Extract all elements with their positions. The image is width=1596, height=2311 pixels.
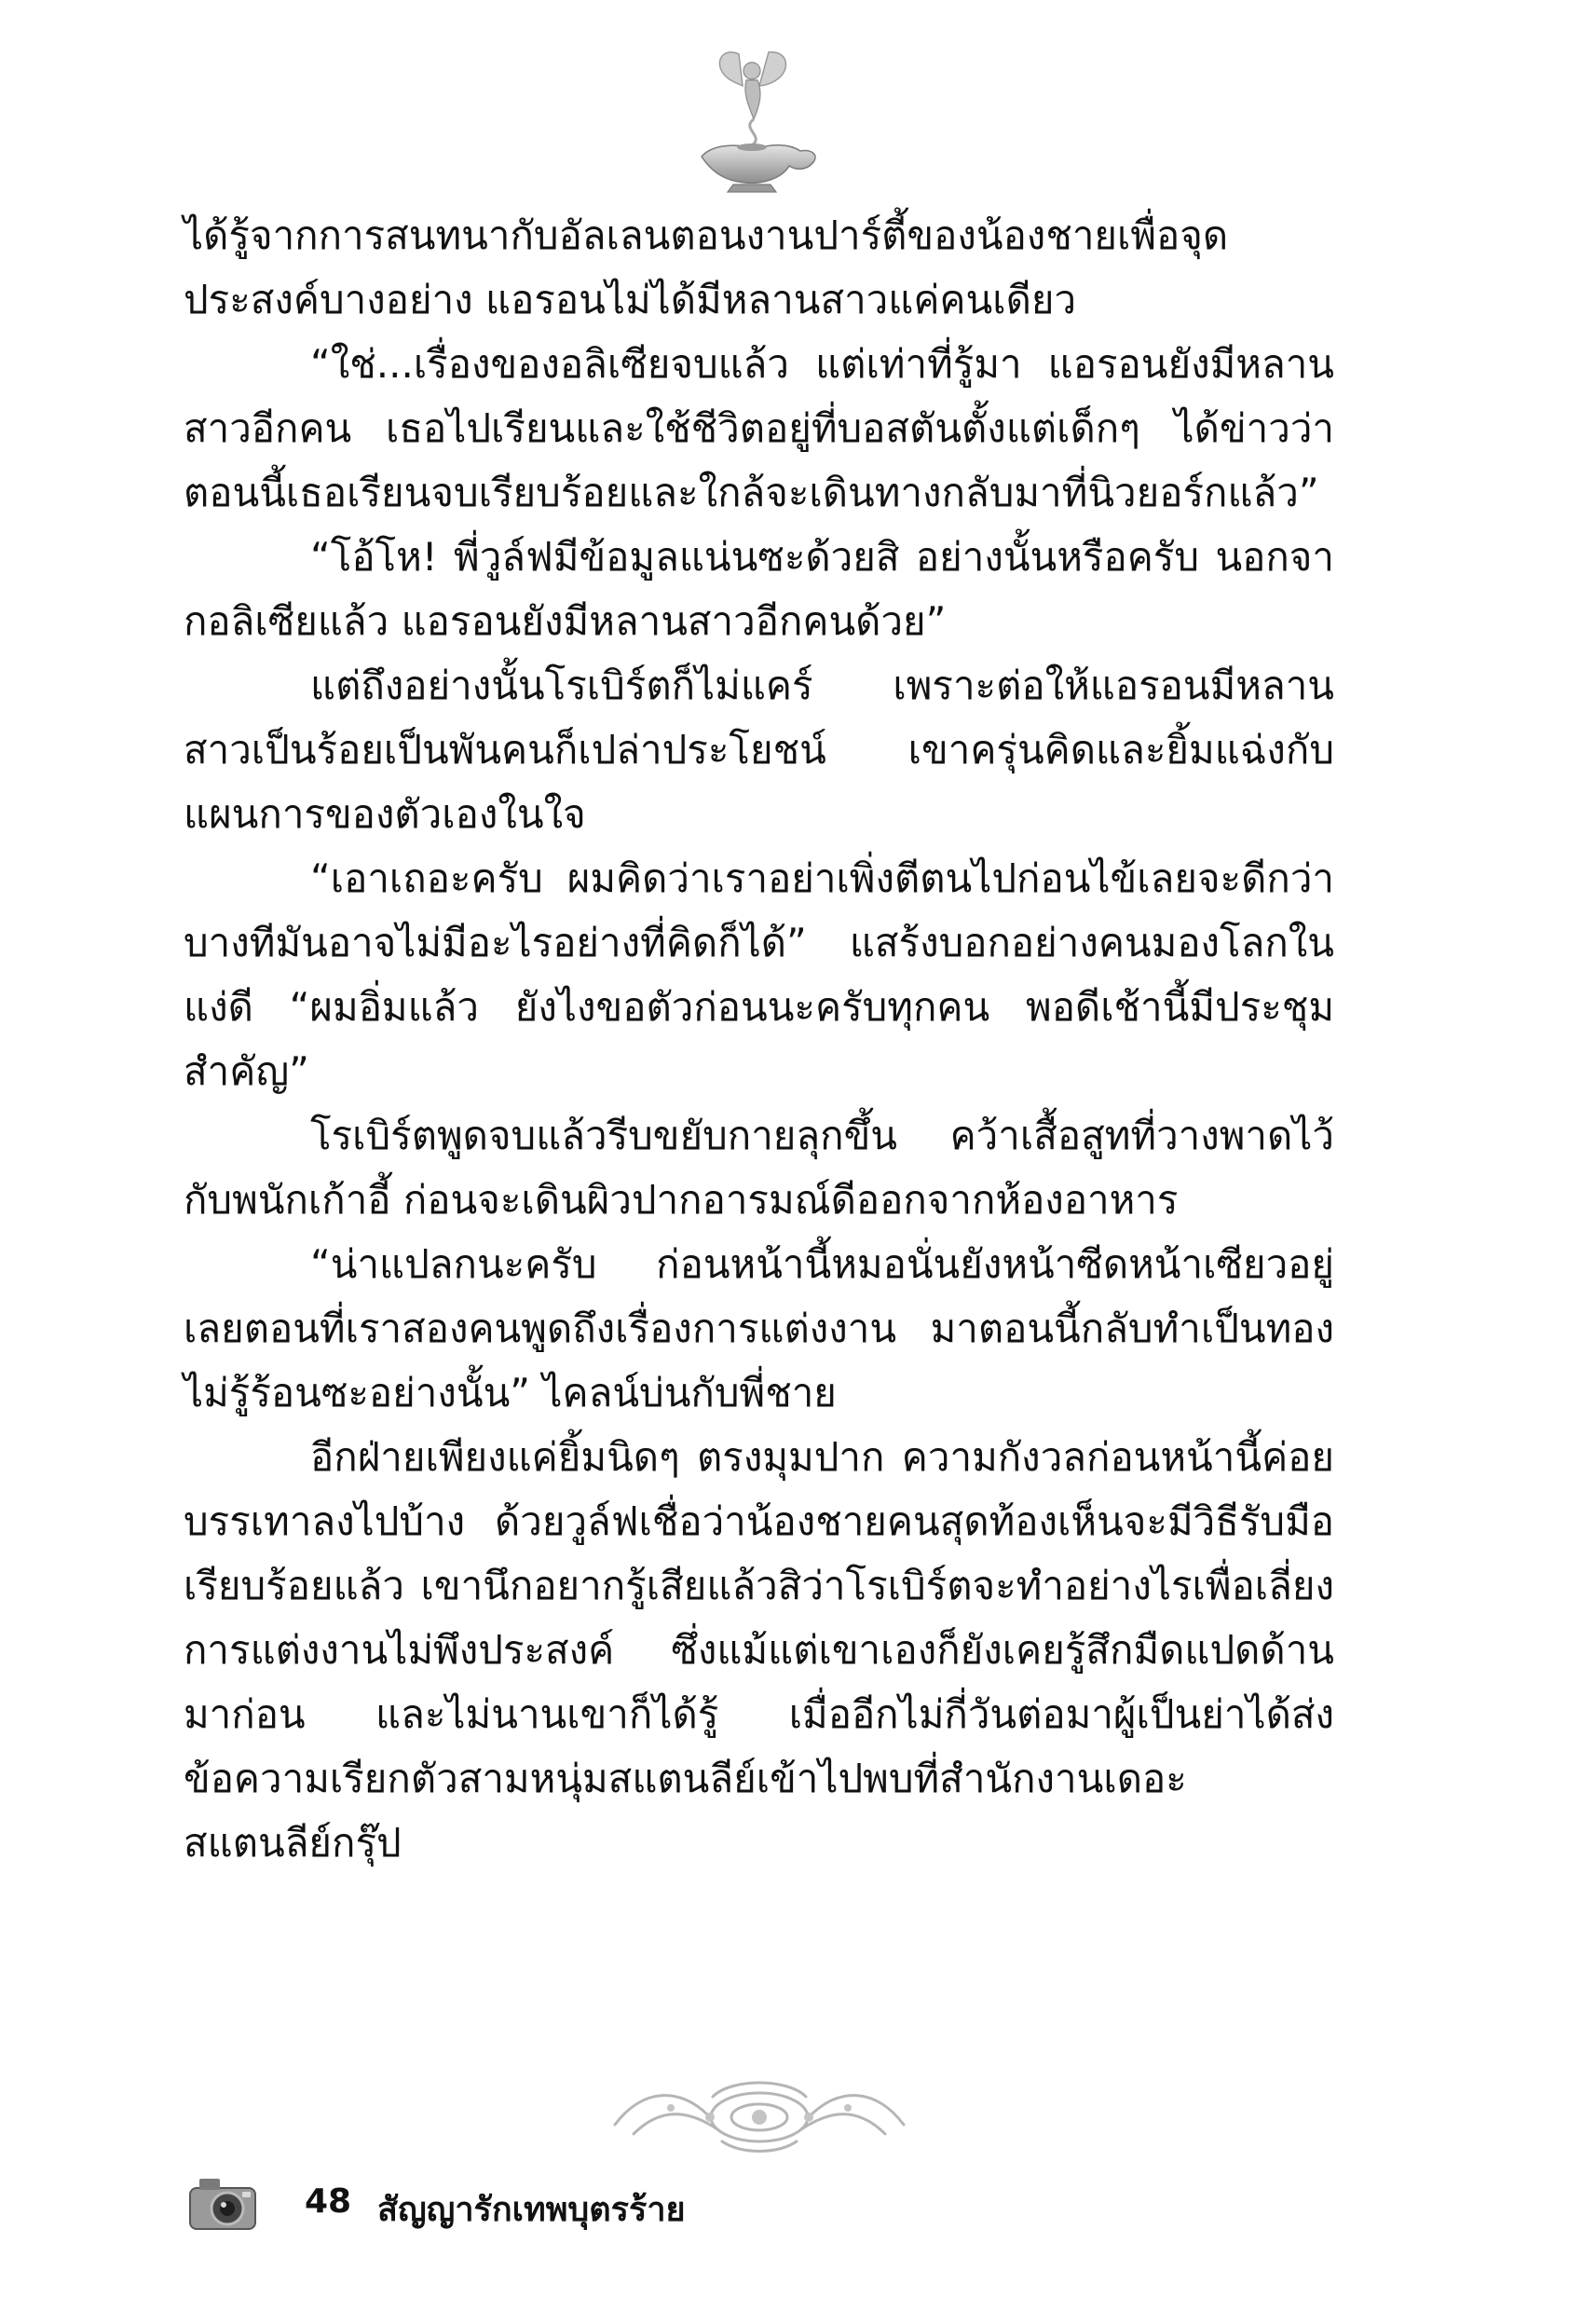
scroll-ornament-icon [606, 2069, 913, 2157]
book-title: สัญญารักเทพบุตรร้าย [377, 2191, 686, 2229]
page-footer [186, 2171, 1025, 2255]
paragraph: โรเบิร์ตพูดจบแล้วรีบขยับกายลุกขึ้น คว้าเสื้อสูทที่วางพาดไว้กับพนักเก้าอี้ ก่อนจะเดินผิวปากอารมณ์ดีออกจากห้องอาหาร [184, 1113, 1334, 1223]
paragraph: แต่ถึงอย่างนั้นโรเบิร์ตก็ไม่แคร์ เพราะต่อให้แอรอนมีหลานสาวเป็นร้อยเป็นพันคนก็เปล่าประโยชน์ เขาครุ่นคิดและยิ้มแฉ่งกับแผนการของตัวเองในใจ [184, 663, 1334, 837]
paragraph: ได้รู้จากการสนทนากับอัลเลนตอนงานปาร์ตี้ของน้องชายเพื่อจุดประสงค์บางอย่าง แอรอนไม่ได้มีหลานสาวแค่คนเดียว [184, 212, 1229, 322]
paragraph: “โอ้โห! พี่วูล์ฟมีข้อมูลแน่นซะด้วยสิ อย่างนั้นหรือครับ นอกจากอลิเซียแล้ว แอรอนยังมีหลานสาวอีกคนด้วย” [184, 534, 1334, 644]
body-text [184, 203, 1334, 1875]
camera-icon [186, 2171, 261, 2236]
magic-lamp-fairy-icon [685, 47, 825, 196]
paragraph: “น่าแปลกนะครับ ก่อนหน้านี้หมอนั่นยังหน้าซีดหน้าเซียวอยู่เลยตอนที่เราสองคนพูดถึงเรื่องการแต่งงาน มาตอนนี้กลับทำเป็นทองไม่รู้ร้อนซะอย่างนั้น” ไคลน์บ่นกับพี่ชาย [184, 1241, 1334, 1415]
paragraph: “ใช่...เรื่องของอลิเซียจบแล้ว แต่เท่าที่รู้มา แอรอนยังมีหลานสาวอีกคน เธอไปเรียนและใช้ชีวิตอยู่ที่บอสตันตั้งแต่เด็กๆ ได้ข่าวว่าตอนนี้เธอเรียนจบเรียบร้อยและใกล้จะเดินทางกลับมาที่นิวยอร์กแล้ว” [184, 341, 1334, 515]
paragraph: อีกฝ่ายเพียงแค่ยิ้มนิดๆ ตรงมุมปาก ความกังวลก่อนหน้านี้ค่อยบรรเทาลงไปบ้าง ด้วยวูล์ฟเชื่อว่าน้องชายคนสุดท้องเห็นจะมีวิธีรับมือเรียบร้อยแล้ว เขานึกอยากรู้เสียแล้วสิว่าโรเบิร์ตจะทำอย่างไรเพื่อเลี่ยงการแต่งงานไม่พึงประสงค์ ซึ่งแม้แต่เขาเองก็ยังเคยรู้สึกมืดแปดด้านมาก่อน และไม่นานเขาก็ได้รู้ เมื่ออีกไม่กี่วันต่อมาผู้เป็นย่าได้ส่งข้อความเรียกตัวสามหนุ่มสแตนลีย์เข้าไปพบที่สำนักงานเดอะสแตนลีย์กรุ๊ป [184, 1434, 1334, 1866]
page-number: 48 [305, 2182, 352, 2221]
paragraph: “เอาเถอะครับ ผมคิดว่าเราอย่าเพิ่งตีตนไปก่อนไข้เลยจะดีกว่า บางทีมันอาจไม่มีอะไรอย่างที่คิดก็ได้” แสร้งบอกอย่างคนมองโลกในแง่ดี “ผมอิ่มแล้ว ยังไงขอตัวก่อนนะครับทุกคน พอดีเช้านี้มีประชุมสำคัญ” [184, 855, 1334, 1094]
